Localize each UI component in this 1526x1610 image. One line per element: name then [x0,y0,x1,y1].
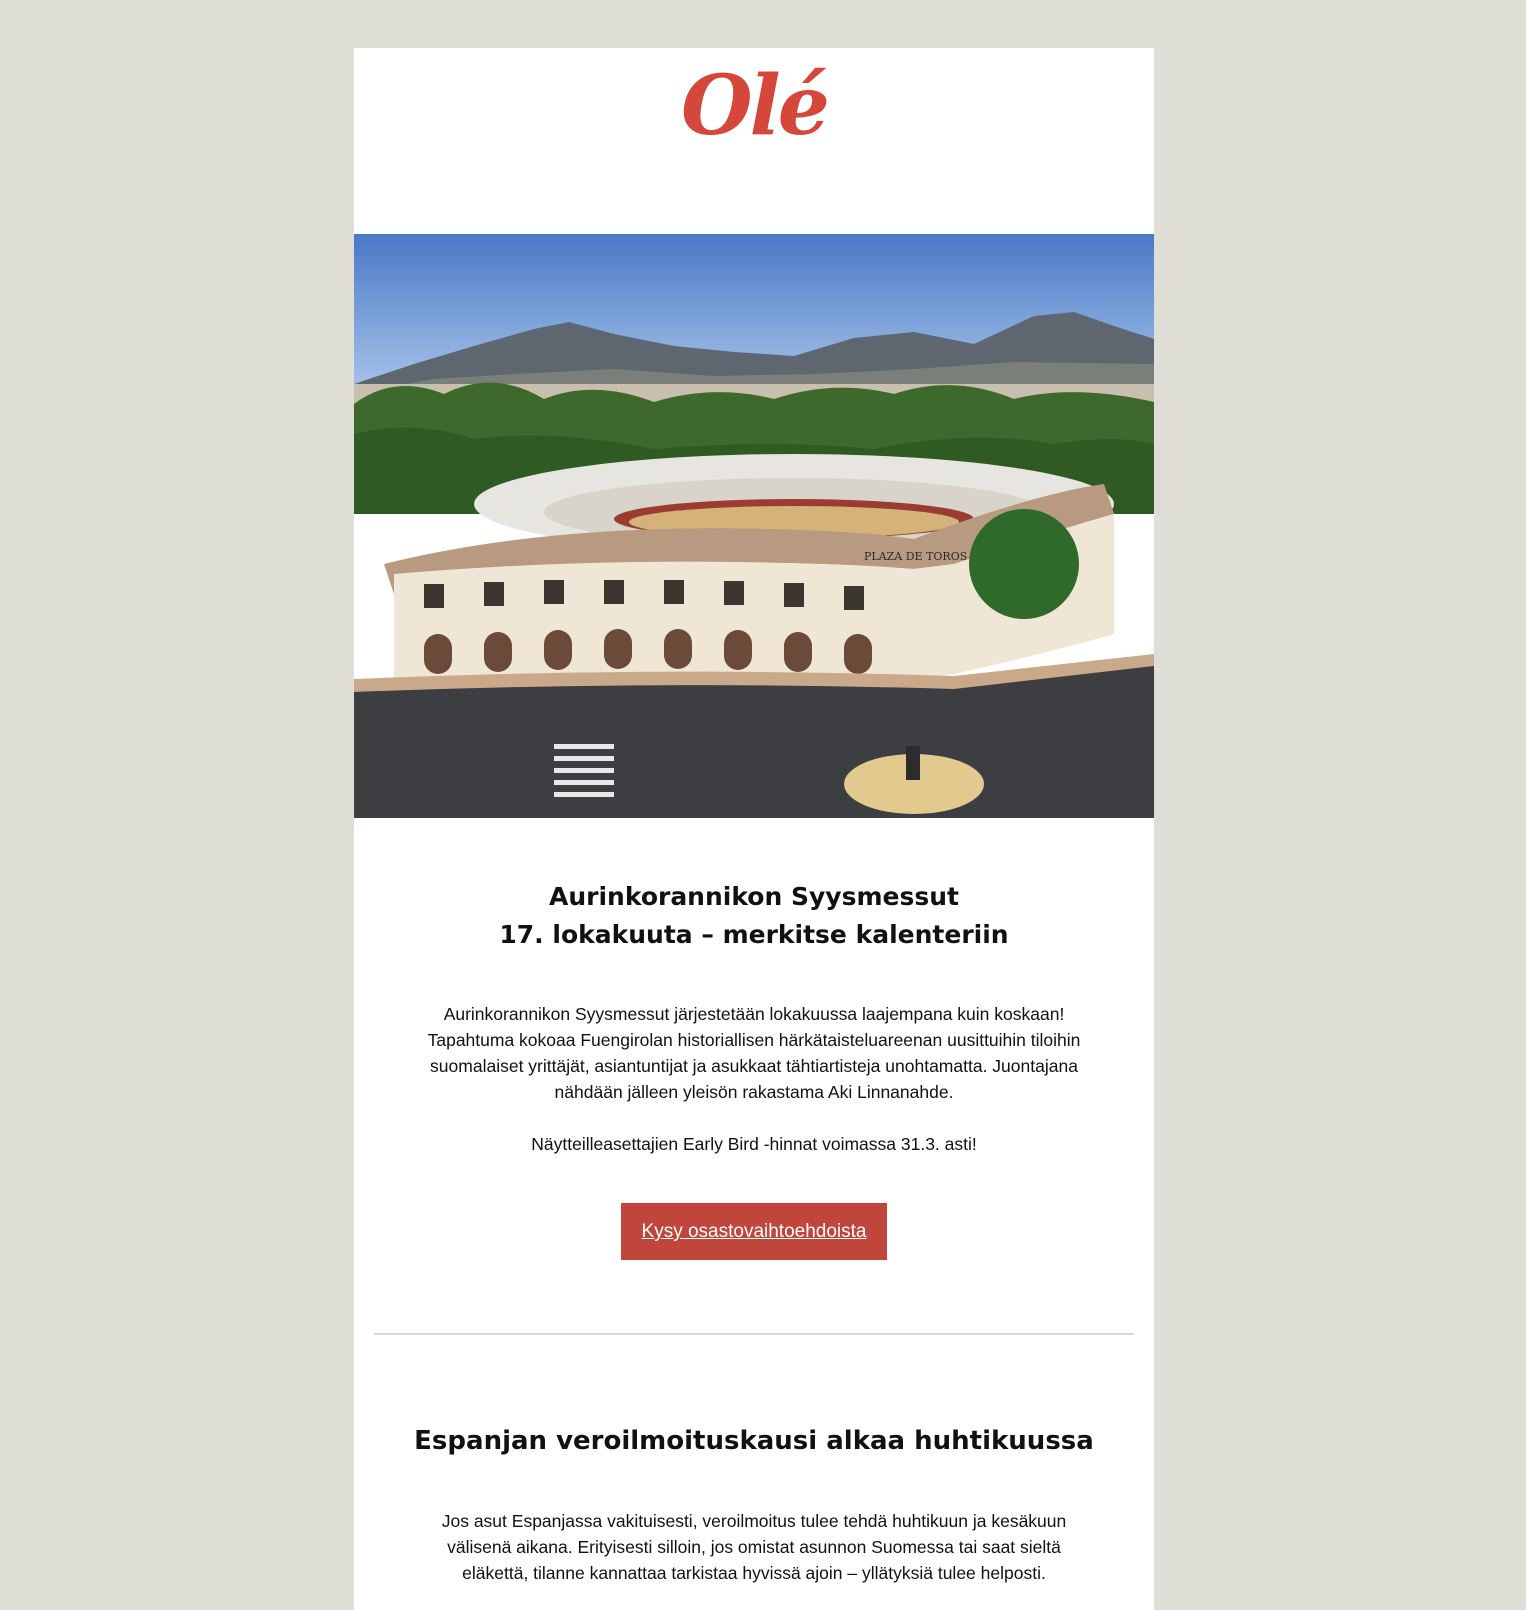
article1-title-line1: Aurinkorannikon Syysmessut [549,882,959,911]
article1-title [354,878,1154,954]
article1-body-line: Tapahtuma kokoaa Fuengirolan historiallisen härkätaisteluareenan uusittuihin tiloihin [427,1030,1081,1050]
early-bird-note: Näytteilleasettajien Early Bird -hinnat voimassa 31.3. asti! [531,1134,977,1154]
article2-body [404,1508,1104,1586]
ask-booth-options-button[interactable]: Kysy osastovaihtoehdoista [621,1203,887,1260]
article2-body-line: Jos asut Espanjassa vakituisesti, veroilmoitus tulee tehdä huhtikuun ja kesäkuun [441,1511,1067,1531]
article1-body-line: nähdään jälleen yleisön rakastama Aki Linnanahde. [554,1082,954,1102]
article1-body [404,1001,1104,1105]
plaza-de-toros-sign: PLAZA DE TOROS [864,550,968,563]
section-divider [374,1333,1134,1335]
hero-image-bullring[interactable] [354,234,1154,818]
article1-body-line: suomalaiset yrittäjät, asiantuntijat ja asukkaat tähtiartisteja unohtamatta. Juontajana [430,1056,1078,1076]
article1-body-line: Aurinkorannikon Syysmessut järjestetään lokakuussa laajempana kuin koskaan! [443,1004,1065,1024]
ole-logo[interactable]: Olé [681,58,827,154]
article1-title-line2: 17. lokakuuta – merkitse kalenteriin [499,920,1009,949]
email-header [354,48,1154,234]
article2-body-line: eläkettä, tilanne kannattaa tarkistaa hyvissä ajoin – yllätyksiä tulee helposti. [462,1563,1046,1583]
email-body [354,48,1154,1610]
article2-body-line: välisenä aikana. Erityisesti silloin, jos omistat asunnon Suomessa tai saat sieltä [447,1537,1061,1557]
article2-title: Espanjan veroilmoituskausi alkaa huhtikuussa [414,1426,1094,1456]
